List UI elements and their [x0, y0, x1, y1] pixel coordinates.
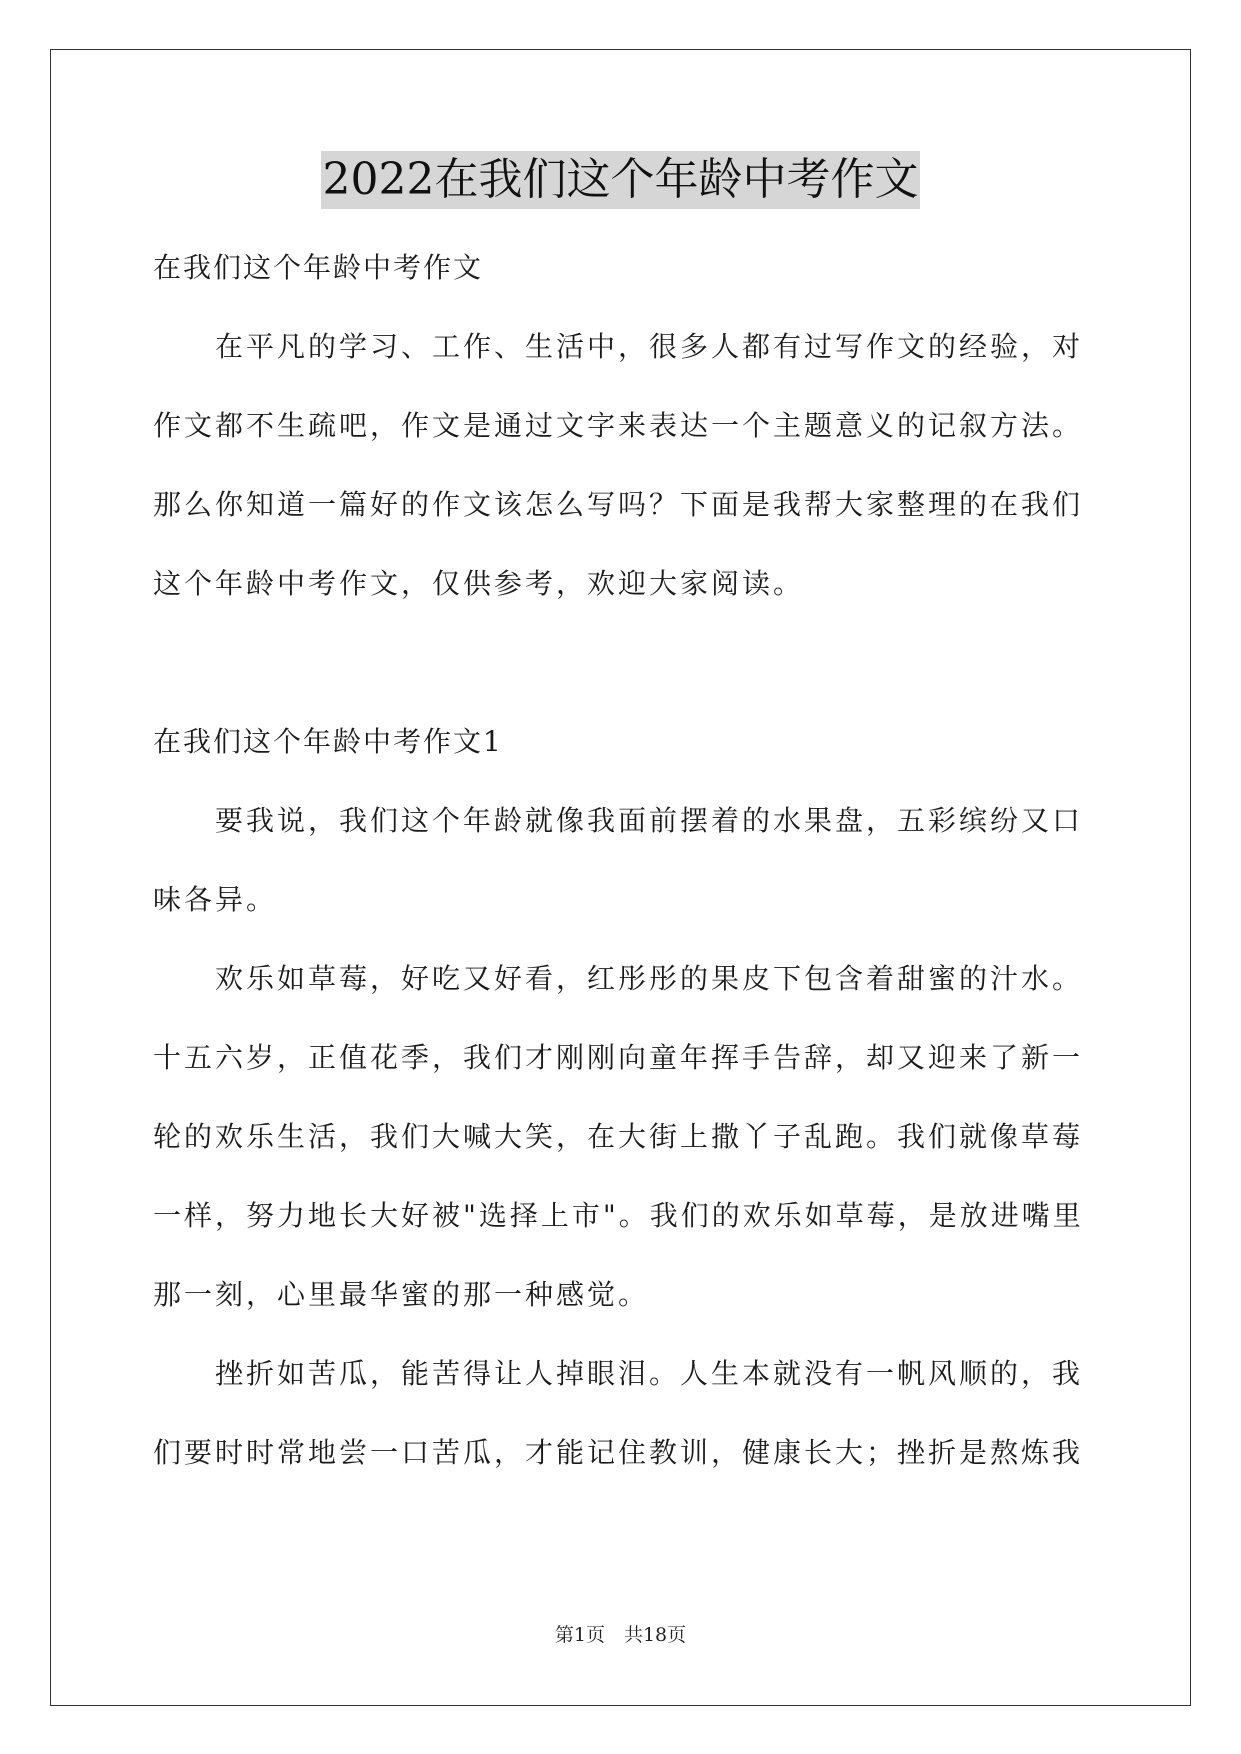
page-footer: 第1页 共18页	[554, 1624, 687, 1646]
paragraph-line: 十五六岁，正值花季，我们才刚刚向童年挥手告辞，却又迎来了新一	[153, 1041, 1084, 1074]
title-container	[0, 151, 1241, 209]
spacer	[153, 623, 1093, 702]
document-title: 2022在我们这个年龄中考作文	[321, 151, 921, 209]
document-body	[153, 228, 1093, 1492]
paragraph-line: 轮的欢乐生活，我们大喊大笑，在大街上撒丫子乱跑。我们就像草莓	[153, 1120, 1084, 1153]
paragraph-line: 一样，努力地长大好被"选择上市"。我们的欢乐如草莓，是放进嘴里	[153, 1199, 1084, 1232]
paragraph-line: 作文都不生疏吧，作文是通过文字来表达一个主题意义的记叙方法。	[153, 409, 1084, 442]
paragraph-line: 在平凡的学习、工作、生活中，很多人都有过写作文的经验，对	[153, 330, 1084, 363]
paragraph-line: 要我说，我们这个年龄就像我面前摆着的水果盘，五彩缤纷又口	[153, 804, 1084, 837]
paragraph-line: 味各异。	[153, 883, 278, 916]
document-subtitle: 在我们这个年龄中考作文	[153, 251, 484, 284]
section-heading: 在我们这个年龄中考作文1	[153, 725, 503, 758]
paragraph-line: 们要时时常地尝一口苦瓜，才能记住教训，健康长大；挫折是熬炼我	[153, 1436, 1084, 1469]
paragraph-line: 那么你知道一篇好的作文该怎么写吗？下面是我帮大家整理的在我们	[153, 488, 1084, 521]
paragraph-line: 挫折如苦瓜，能苦得让人掉眼泪。人生本就没有一帆风顺的，我	[153, 1357, 1084, 1390]
paragraph-line: 那一刻，心里最华蜜的那一种感觉。	[153, 1278, 650, 1311]
paragraph-line: 这个年龄中考作文，仅供参考，欢迎大家阅读。	[153, 567, 805, 600]
paragraph-line: 欢乐如草莓，好吃又好看，红彤彤的果皮下包含着甜蜜的汁水。	[153, 962, 1084, 995]
